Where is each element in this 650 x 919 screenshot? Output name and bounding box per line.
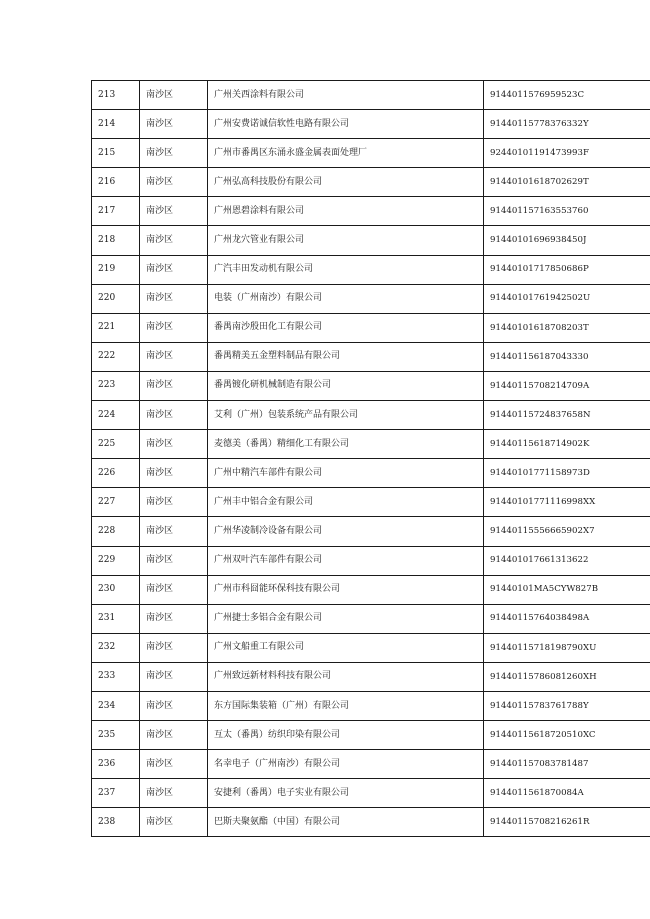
table-row — [92, 517, 650, 546]
row-number-cell: 227 — [92, 488, 140, 517]
district-cell: 南沙区 — [140, 662, 208, 691]
company-name-cell: 巴斯夫聚氨酯（中国）有限公司 — [208, 808, 484, 837]
credit-code-cell: 9144011561870084A — [484, 779, 650, 808]
row-number-cell: 232 — [92, 633, 140, 662]
credit-code-cell: 91440115786081260XH — [484, 662, 650, 691]
row-number-cell: 235 — [92, 721, 140, 750]
table-row — [92, 313, 650, 342]
company-name-cell: 广州市番禺区东涌永盛金属表面处理厂 — [208, 139, 484, 168]
row-number-cell: 226 — [92, 459, 140, 488]
district-cell: 南沙区 — [140, 517, 208, 546]
district-cell: 南沙区 — [140, 808, 208, 837]
company-name-cell: 名幸电子（广州南沙）有限公司 — [208, 750, 484, 779]
table-row — [92, 110, 650, 139]
district-cell: 南沙区 — [140, 139, 208, 168]
credit-code-cell: 91440101618708203T — [484, 313, 650, 342]
company-name-cell: 番禺南沙殷田化工有限公司 — [208, 313, 484, 342]
credit-code-cell: 914401157083781487 — [484, 750, 650, 779]
company-name-cell: 广州市科囧能环保科技有限公司 — [208, 575, 484, 604]
credit-code-cell: 91440115764038498A — [484, 604, 650, 633]
credit-code-cell: 914401157163553760 — [484, 197, 650, 226]
credit-code-cell: 91440101761942502U — [484, 284, 650, 313]
credit-code-cell: 9144011576959523C — [484, 81, 650, 110]
company-name-cell: 广州弘高科技股份有限公司 — [208, 168, 484, 197]
table-row — [92, 575, 650, 604]
company-name-cell: 麦德美（番禺）精细化工有限公司 — [208, 430, 484, 459]
row-number-cell: 218 — [92, 226, 140, 255]
table-row — [92, 430, 650, 459]
credit-code-cell: 914401156187043330 — [484, 342, 650, 371]
district-cell: 南沙区 — [140, 284, 208, 313]
table-row — [92, 546, 650, 575]
table-row — [92, 750, 650, 779]
district-cell: 南沙区 — [140, 255, 208, 284]
district-cell: 南沙区 — [140, 459, 208, 488]
company-name-cell: 番禺精美五金塑料制品有限公司 — [208, 342, 484, 371]
district-cell: 南沙区 — [140, 691, 208, 720]
table-row — [92, 168, 650, 197]
row-number-cell: 214 — [92, 110, 140, 139]
company-name-cell: 广州安费诺诚信软性电路有限公司 — [208, 110, 484, 139]
credit-code-cell: 91440115708216261R — [484, 808, 650, 837]
credit-code-cell: 91440101MA5CYW827B — [484, 575, 650, 604]
credit-code-cell: 91440101717850686P — [484, 255, 650, 284]
district-cell: 南沙区 — [140, 168, 208, 197]
credit-code-cell: 91440101771158973D — [484, 459, 650, 488]
credit-code-cell: 91440115778376332Y — [484, 110, 650, 139]
district-cell: 南沙区 — [140, 401, 208, 430]
credit-code-cell: 91440115556665902X7 — [484, 517, 650, 546]
row-number-cell: 217 — [92, 197, 140, 226]
district-cell: 南沙区 — [140, 575, 208, 604]
table-row — [92, 284, 650, 313]
table-row — [92, 662, 650, 691]
company-name-cell: 电装（广州南沙）有限公司 — [208, 284, 484, 313]
company-name-cell: 广汽丰田发动机有限公司 — [208, 255, 484, 284]
table-row — [92, 604, 650, 633]
district-cell: 南沙区 — [140, 110, 208, 139]
company-name-cell: 广州双叶汽车部件有限公司 — [208, 546, 484, 575]
table-row — [92, 401, 650, 430]
company-list-table-container — [91, 80, 650, 837]
district-cell: 南沙区 — [140, 226, 208, 255]
credit-code-cell: 91440115618714902K — [484, 430, 650, 459]
row-number-cell: 238 — [92, 808, 140, 837]
company-name-cell: 东方国际集装箱（广州）有限公司 — [208, 691, 484, 720]
table-body — [92, 81, 650, 837]
row-number-cell: 215 — [92, 139, 140, 168]
row-number-cell: 237 — [92, 779, 140, 808]
district-cell: 南沙区 — [140, 81, 208, 110]
district-cell: 南沙区 — [140, 779, 208, 808]
row-number-cell: 231 — [92, 604, 140, 633]
company-name-cell: 广州华凌制冷设备有限公司 — [208, 517, 484, 546]
company-list-table — [91, 80, 650, 837]
district-cell: 南沙区 — [140, 197, 208, 226]
credit-code-cell: 91440101696938450J — [484, 226, 650, 255]
district-cell: 南沙区 — [140, 313, 208, 342]
district-cell: 南沙区 — [140, 371, 208, 400]
table-row — [92, 779, 650, 808]
table-row — [92, 81, 650, 110]
district-cell: 南沙区 — [140, 633, 208, 662]
credit-code-cell: 91440115783761788Y — [484, 691, 650, 720]
company-name-cell: 广州捷士多铝合金有限公司 — [208, 604, 484, 633]
company-name-cell: 广州关西涂料有限公司 — [208, 81, 484, 110]
row-number-cell: 220 — [92, 284, 140, 313]
table-row — [92, 255, 650, 284]
district-cell: 南沙区 — [140, 750, 208, 779]
company-name-cell: 艾利（广州）包装系统产品有限公司 — [208, 401, 484, 430]
company-name-cell: 广州文船重工有限公司 — [208, 633, 484, 662]
credit-code-cell: 91440115718198790XU — [484, 633, 650, 662]
credit-code-cell: 92440101191473993F — [484, 139, 650, 168]
row-number-cell: 234 — [92, 691, 140, 720]
company-name-cell: 广州龙穴管业有限公司 — [208, 226, 484, 255]
table-row — [92, 197, 650, 226]
credit-code-cell: 914401017661313622 — [484, 546, 650, 575]
row-number-cell: 224 — [92, 401, 140, 430]
company-name-cell: 互太（番禺）纺织印染有限公司 — [208, 721, 484, 750]
row-number-cell: 219 — [92, 255, 140, 284]
row-number-cell: 228 — [92, 517, 140, 546]
table-row — [92, 459, 650, 488]
district-cell: 南沙区 — [140, 546, 208, 575]
district-cell: 南沙区 — [140, 488, 208, 517]
row-number-cell: 233 — [92, 662, 140, 691]
company-name-cell: 广州致远新材料科技有限公司 — [208, 662, 484, 691]
table-row — [92, 691, 650, 720]
table-row — [92, 342, 650, 371]
row-number-cell: 236 — [92, 750, 140, 779]
row-number-cell: 223 — [92, 371, 140, 400]
table-row — [92, 488, 650, 517]
row-number-cell: 216 — [92, 168, 140, 197]
table-row — [92, 808, 650, 837]
table-row — [92, 633, 650, 662]
table-row — [92, 139, 650, 168]
row-number-cell: 222 — [92, 342, 140, 371]
company-name-cell: 广州中精汽车部件有限公司 — [208, 459, 484, 488]
credit-code-cell: 91440115708214709A — [484, 371, 650, 400]
row-number-cell: 225 — [92, 430, 140, 459]
row-number-cell: 230 — [92, 575, 140, 604]
row-number-cell: 221 — [92, 313, 140, 342]
credit-code-cell: 91440115724837658N — [484, 401, 650, 430]
table-row — [92, 226, 650, 255]
credit-code-cell: 91440101771116998XX — [484, 488, 650, 517]
company-name-cell: 广州丰中铝合金有限公司 — [208, 488, 484, 517]
credit-code-cell: 91440115618720510XC — [484, 721, 650, 750]
table-row — [92, 371, 650, 400]
row-number-cell: 229 — [92, 546, 140, 575]
district-cell: 南沙区 — [140, 604, 208, 633]
company-name-cell: 番禺镀化研机械制造有限公司 — [208, 371, 484, 400]
company-name-cell: 广州恩碧涂料有限公司 — [208, 197, 484, 226]
district-cell: 南沙区 — [140, 430, 208, 459]
district-cell: 南沙区 — [140, 342, 208, 371]
table-row — [92, 721, 650, 750]
credit-code-cell: 91440101618702629T — [484, 168, 650, 197]
row-number-cell: 213 — [92, 81, 140, 110]
company-name-cell: 安捷利（番禺）电子实业有限公司 — [208, 779, 484, 808]
district-cell: 南沙区 — [140, 721, 208, 750]
